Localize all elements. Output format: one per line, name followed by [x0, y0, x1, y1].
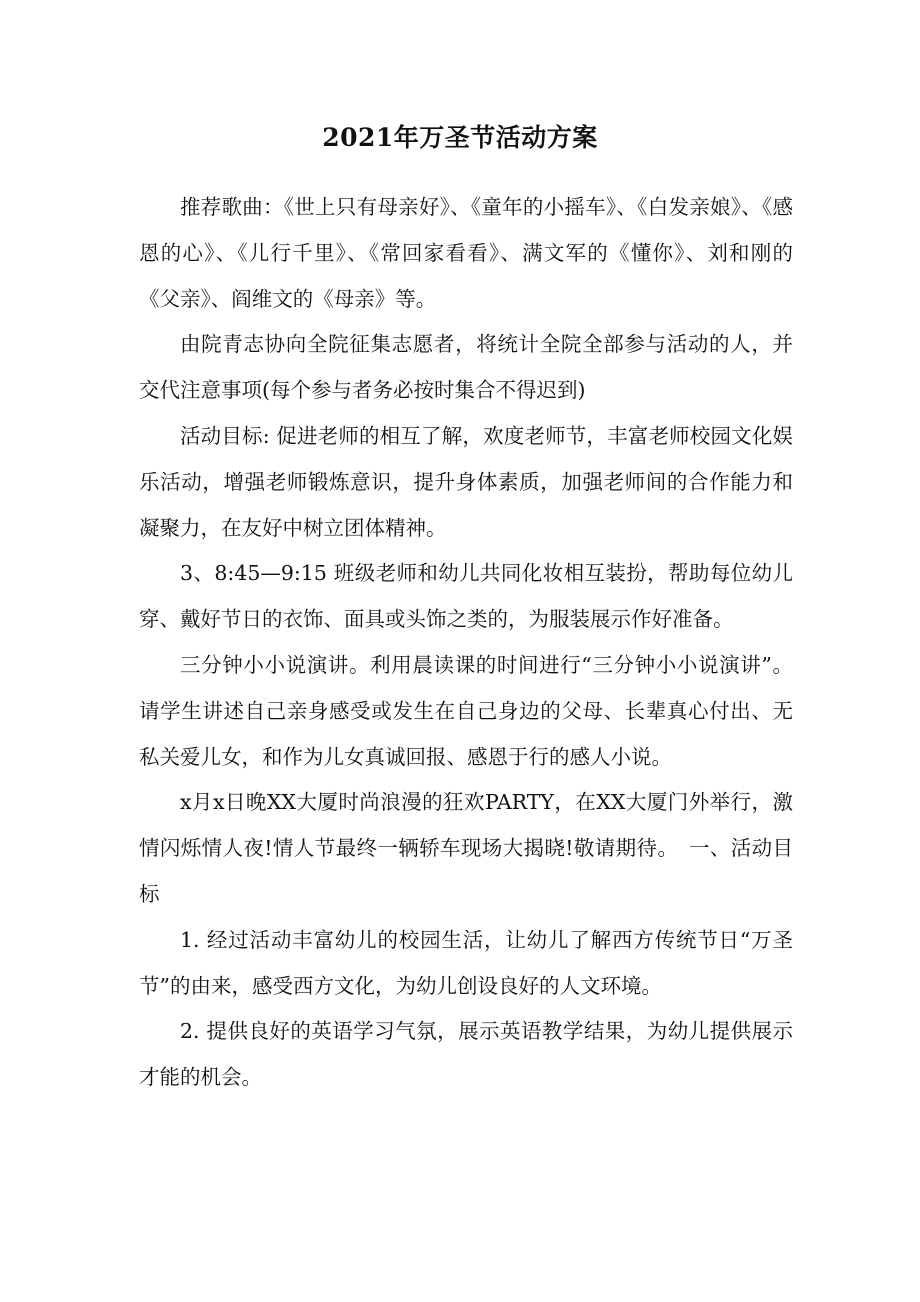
paragraph-volunteers: 由院青志协向全院征集志愿者，将统计全院全部参与活动的人，并交代注意事项(每个参与者务必按时集合不得迟到) [139, 332, 793, 403]
paragraph-activity-goal: 活动目标: 促进老师的相互了解，欢度老师节，丰富老师校园文化娱乐活动，增强老师锻炼意识，提升身体素质，加强老师间的合作能力和凝聚力，在友好中树立团体精神。 [139, 423, 793, 540]
document-title: 2021年万圣节活动方案 [322, 123, 598, 152]
paragraph-goal-1: 1. 经过活动丰富幼儿的校园生活，让幼儿了解西方传统节日“万圣节”的由来，感受西方文化，为幼儿创设良好的人文环境。 [139, 927, 793, 998]
paragraph-recommended-songs: 推荐歌曲：《世上只有母亲好》、《童年的小摇车》、《白发亲娘》、《感恩的心》、《儿行千里》、《常回家看看》、满文军的《懂你》、刘和刚的《父亲》、阎维文的《母亲》等。 [139, 195, 793, 311]
paragraph-goal-2: 2. 提供良好的英语学习气氛，展示英语教学结果，为幼儿提供展示才能的机会。 [139, 1019, 793, 1090]
paragraph-story-speech: 三分钟小小说演讲。利用晨读课的时间进行“三分钟小小说演讲”。请学生讲述自己亲身感受或发生在自己身边的父母、长辈真心付出、无私关爱儿女，和作为儿女真诚回报、感恩于行的感人小说。 [139, 652, 793, 769]
paragraph-costume-schedule: 3、8:45—9:15 班级老师和幼儿共同化妆相互装扮，帮助每位幼儿穿、戴好节日的衣饰、面具或头饰之类的，为服装展示作好准备。 [139, 561, 793, 632]
paragraph-party: x月x日晚XX大厦时尚浪漫的狂欢PARTY，在XX大厦门外举行，激情闪烁情人夜!情人节最终一辆轿车现场大揭晓!敬请期待。 一、活动目标 [139, 790, 793, 906]
document-body [139, 185, 793, 1101]
